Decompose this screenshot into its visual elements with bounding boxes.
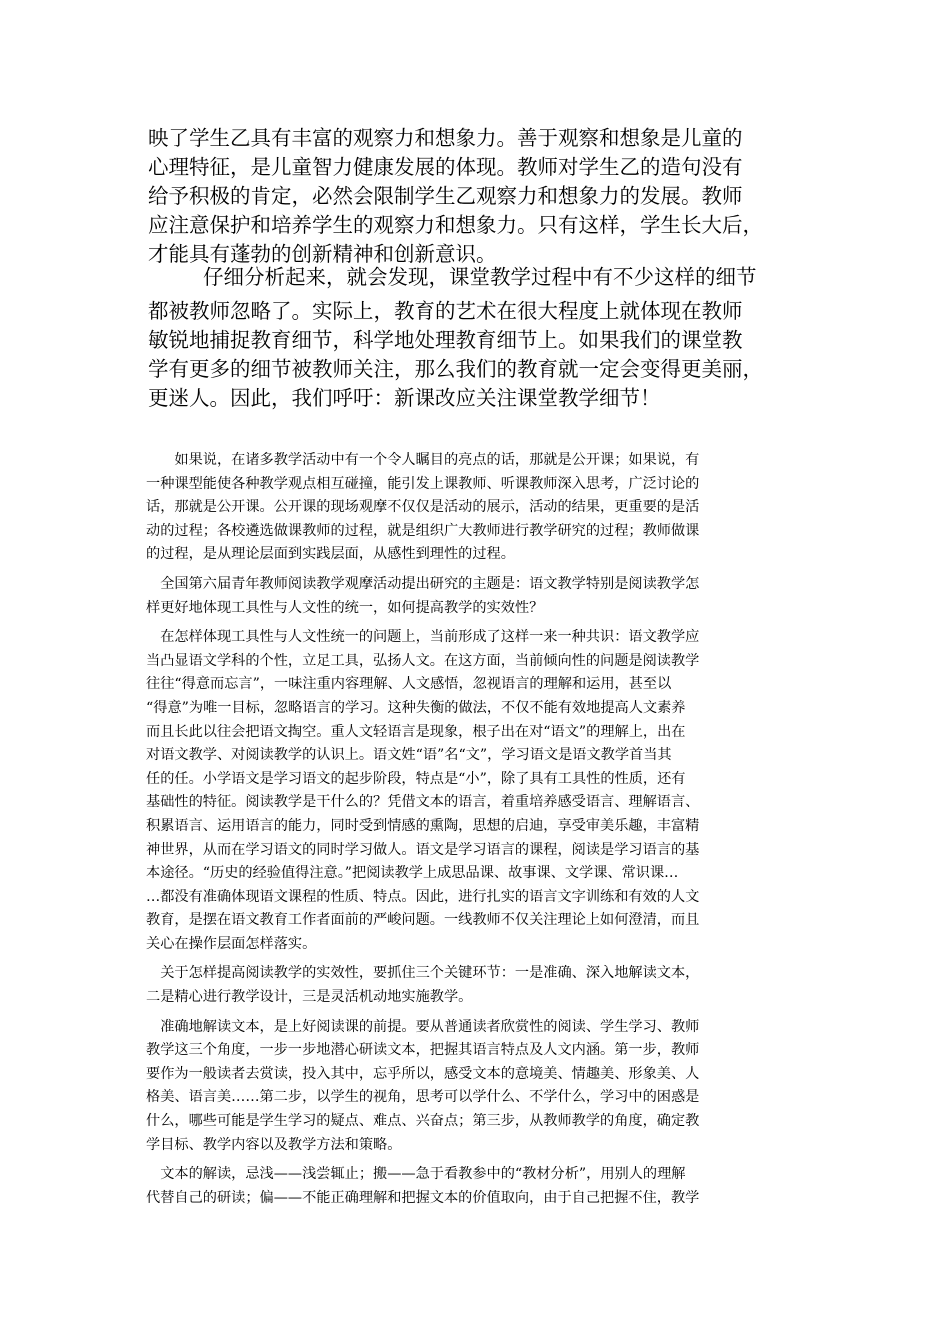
text-line: 往往“得意而忘言”，一味注重内容理解、人文感悟，忽视语言的理解和运用，甚至以 — [146, 676, 672, 693]
paragraph-text-reading — [146, 1016, 814, 1158]
text-line: 学目标、教学内容以及教学方法和策略。 — [146, 1136, 402, 1153]
text-line: 动的过程；各校遴选做课教师的过程，就是组织广大教师进行教学研究的过程；教师做课 — [146, 522, 700, 539]
text-line: 本途径。“历史的经验值得注意。”把阅读教学上成思品课、故事课、文学课、常识课… — [146, 865, 679, 882]
text-line: 二是精心进行教学设计，三是灵活机动地实施教学。 — [146, 989, 473, 1006]
text-line: 当凸显语文学科的个性，立足工具，弘扬人文。在这方面，当前倾向性的问题是阅读教学 — [146, 652, 700, 669]
text-line: 关于怎样提高阅读教学的实效性，要抓住三个关键环节：一是准确、深入地解读文本， — [146, 965, 700, 982]
text-line: 给予积极的肯定，必然会限制学生乙观察力和想象力的发展。教师 — [148, 184, 743, 208]
upper-paragraph-2-continued — [148, 297, 828, 413]
text-line: 敏锐地捕捉教育细节，科学地处理教育细节上。如果我们的课堂教 — [148, 328, 743, 352]
text-line: 映了学生乙具有丰富的观察力和想象力。善于观察和想象是儿童的 — [148, 126, 743, 150]
text-line: …都没有准确体现语文课程的性质、特点。因此，进行扎实的语言文字训练和有效的人文 — [146, 888, 700, 905]
text-line: 全国第六届青年教师阅读教学观摩活动提出研究的主题是：语文教学特别是阅读教学怎 — [146, 575, 700, 592]
text-line: 积累语言、运用语言的能力，同时受到情感的熏陶，思想的启迪，享受审美乐趣，丰富精 — [146, 817, 700, 834]
text-line: 任的任。小学语文是学习语文的起步阶段，特点是“小”，除了具有工具性的性质，还有 — [146, 770, 686, 787]
text-line: 应注意保护和培养学生的观察力和想象力。只有这样，学生长大后， — [148, 213, 763, 237]
text-line: 对语文教学、对阅读教学的认识上。语文姓“语”名“文”，学习语文是语文教学首当其 — [146, 747, 672, 764]
text-line: 而且长此以往会把语文掏空。重人文轻语言是现象，根子出在对“语文”的理解上，出在 — [146, 723, 686, 740]
text-line: 仔细分析起来，就会发现，课堂教学过程中有不少这样的细节 — [203, 265, 757, 289]
text-line: 什么，哪些可能是学生学习的疑点、难点、兴奋点；第三步，从教师教学的角度，确定教 — [146, 1113, 700, 1130]
text-line: 更迷人。因此，我们呼吁：新课改应关注课堂教学细节！ — [148, 386, 661, 410]
text-line: 都被教师忽略了。实际上，教育的艺术在很大程度上就体现在教师 — [148, 299, 743, 323]
text-line: 关心在操作层面怎样落实。 — [146, 935, 317, 952]
paragraph-reading-pitfalls — [146, 1163, 814, 1210]
text-line: 如果说，在诸多教学活动中有一个令人瞩目的亮点的话，那就是公开课；如果说，有 — [146, 452, 700, 468]
upper-paragraph-2 — [148, 263, 828, 292]
lower-body — [146, 449, 814, 1210]
text-line: 文本的解读，忌浅——浅尝辄止；搬——急于看教参中的“教材分析”，用别人的理解 — [146, 1166, 686, 1183]
text-line: 教育，是摆在语文教育工作者面前的严峻问题。一线教师不仅关注理论上如何澄清，而且 — [146, 912, 700, 929]
text-line: 的过程，是从理论层面到实践层面，从感性到理性的过程。 — [146, 546, 515, 563]
paragraph-consensus — [146, 626, 814, 956]
paragraph-public-lesson — [146, 449, 814, 567]
upper-paragraph-1 — [148, 124, 828, 269]
text-line: 一种课型能使各种教学观点相互碰撞，能引发上课教师、听课教师深入思考，广泛讨论的 — [146, 475, 700, 492]
text-line: 要作为一般读者去赏读，投入其中，忘乎所以，感受文本的意境美、情趣美、形象美、人 — [146, 1065, 700, 1082]
text-line: 才能具有蓬勃的创新精神和创新意识。 — [148, 242, 497, 266]
text-line: 心理特征，是儿童智力健康发展的体现。教师对学生乙的造句没有 — [148, 155, 743, 179]
text-line: 学有更多的细节被教师关注，那么我们的教育就一定会变得更美丽， — [148, 357, 763, 381]
text-line: 准确地解读文本，是上好阅读课的前提。要从普通读者欣赏性的阅读、学生学习、教师 — [146, 1018, 700, 1035]
paragraph-theme — [146, 573, 814, 620]
paragraph-key-links — [146, 962, 814, 1009]
text-line: 教学这三个角度，一步一步地潜心研读文本，把握其语言特点及人文内涵。第一步，教师 — [146, 1042, 700, 1059]
text-line: 样更好地体现工具性与人文性的统一，如何提高教学的实效性？ — [146, 599, 544, 616]
text-line: “得意”为唯一目标，忽略语言的学习。这种失衡的做法，不仅不能有效地提高人文素养 — [146, 699, 686, 716]
text-line: 神世界，从而在学习语文的同时学习做人。语文是学习语言的课程，阅读是学习语言的基 — [146, 841, 700, 858]
text-line: 代替自己的研读；偏——不能正确理解和把握文本的价值取向，由于自己把握不住，教学 — [146, 1189, 700, 1206]
text-line: 话，那就是公开课。公开课的现场观摩不仅仅是活动的展示，活动的结果，更重要的是活 — [146, 499, 700, 516]
text-line: 基础性的特征。阅读教学是干什么的？凭借文本的语言，着重培养感受语言、理解语言、 — [146, 794, 700, 811]
text-line: 在怎样体现工具性与人文性统一的问题上，当前形成了这样一来一种共识：语文教学应 — [146, 629, 700, 646]
text-line: 格美、语言美……第二步，以学生的视角，思考可以学什么、不学什么，学习中的困惑是 — [146, 1089, 700, 1106]
